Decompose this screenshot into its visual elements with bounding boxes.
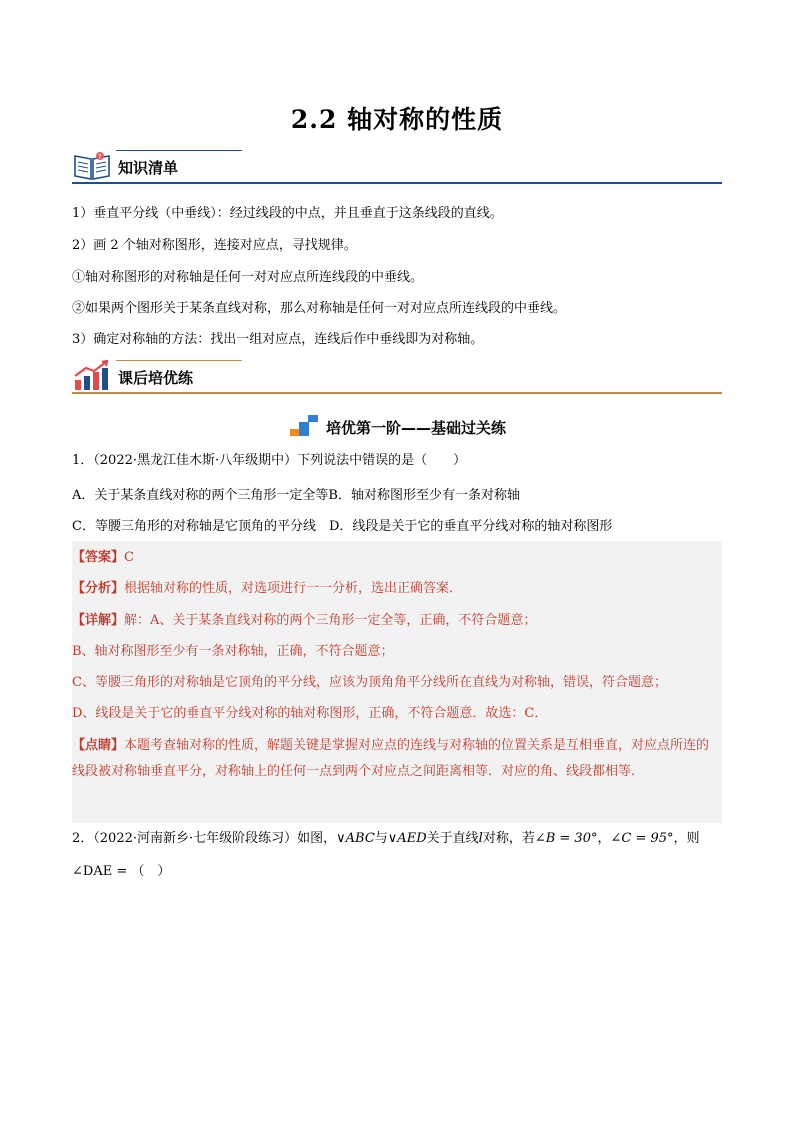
book-icon	[72, 150, 112, 182]
section-label: 知识清单	[118, 159, 179, 177]
q1-comment: 【点睛】本题考查轴对称的性质，解题关键是掌握对应点的连线与对称轴的位置关系是互相垂直，对应点所连的线段被对称轴垂直平分，对称轴上的任何一点到两个对应点之间距离相等．对应的角、线段都相等．	[72, 738, 710, 779]
knowledge-line-4: ②如果两个图形关于某条直线对称，那么对称轴是任何一对对应点所连线段的中垂线。	[72, 301, 567, 316]
q1-stem: 1．（2022·黑龙江佳木斯·八年级期中）下列说法中错误的是（ ）	[72, 453, 467, 468]
knowledge-line-5: 3）确定对称轴的方法：找出一组对应点，连线后作中垂线即为对称轴。	[72, 332, 484, 347]
q1-options-ab: A．关于某条直线对称的两个三角形一定全等B．轴对称图形至少有一条对称轴	[72, 488, 520, 503]
svg-text:?: ?	[98, 153, 102, 161]
q2-question: ∠DAE = （ ）	[72, 864, 171, 879]
knowledge-line-2: 2）画 2 个轴对称图形，连接对应点，寻找规律。	[72, 238, 357, 253]
q1-options-cd: C．等腰三角形的对称轴是它顶角的平分线 D．线段是关于它的垂直平分线对称的轴对称图形	[72, 519, 613, 534]
q1-answer: 【答案】C	[72, 550, 134, 565]
subsection-label: 培优第一阶——基础过关练	[325, 419, 506, 437]
q1-detail-line-3: C、等腰三角形的对称轴是它顶角的平分线，应该为顶角角平分线所在直线为对称轴，错误，符合题意；	[72, 675, 667, 690]
knowledge-line-3: ①轴对称图形的对称轴是任何一对对应点所连线段的中垂线。	[72, 270, 424, 285]
section-header-practice	[72, 360, 722, 394]
q2-stem: 2．（2022·河南新乡·七年级阶段练习）如图，∨ABC与∨AED关于直线l对称，若∠B = 30°，∠C = 95°，则	[72, 831, 700, 846]
knowledge-line-1: 1）垂直平分线（中垂线）：经过线段的中点，并且垂直于这条线段的直线。	[72, 206, 503, 221]
section-label: 课后培优练	[118, 369, 194, 387]
q1-analysis: 【分析】根据轴对称的性质，对选项进行一一分析，选出正确答案．	[72, 581, 463, 596]
q1-detail-line-2: B、轴对称图形至少有一条对称轴，正确，不符合题意；	[72, 644, 394, 659]
q1-detail-line-4: D、线段是关于它的垂直平分线对称的轴对称图形，正确，不符合题意．故选：C．	[72, 706, 548, 721]
subsection-title	[0, 413, 794, 438]
growth-chart-icon	[72, 360, 112, 392]
q1-detail-line-1: 【详解】解：A、关于某条直线对称的两个三角形一定全等，正确，不符合题意；	[72, 613, 537, 628]
page-title: 2.2 轴对称的性质	[290, 105, 504, 134]
section-header-knowledge	[72, 150, 722, 184]
stairs-icon	[288, 413, 322, 437]
